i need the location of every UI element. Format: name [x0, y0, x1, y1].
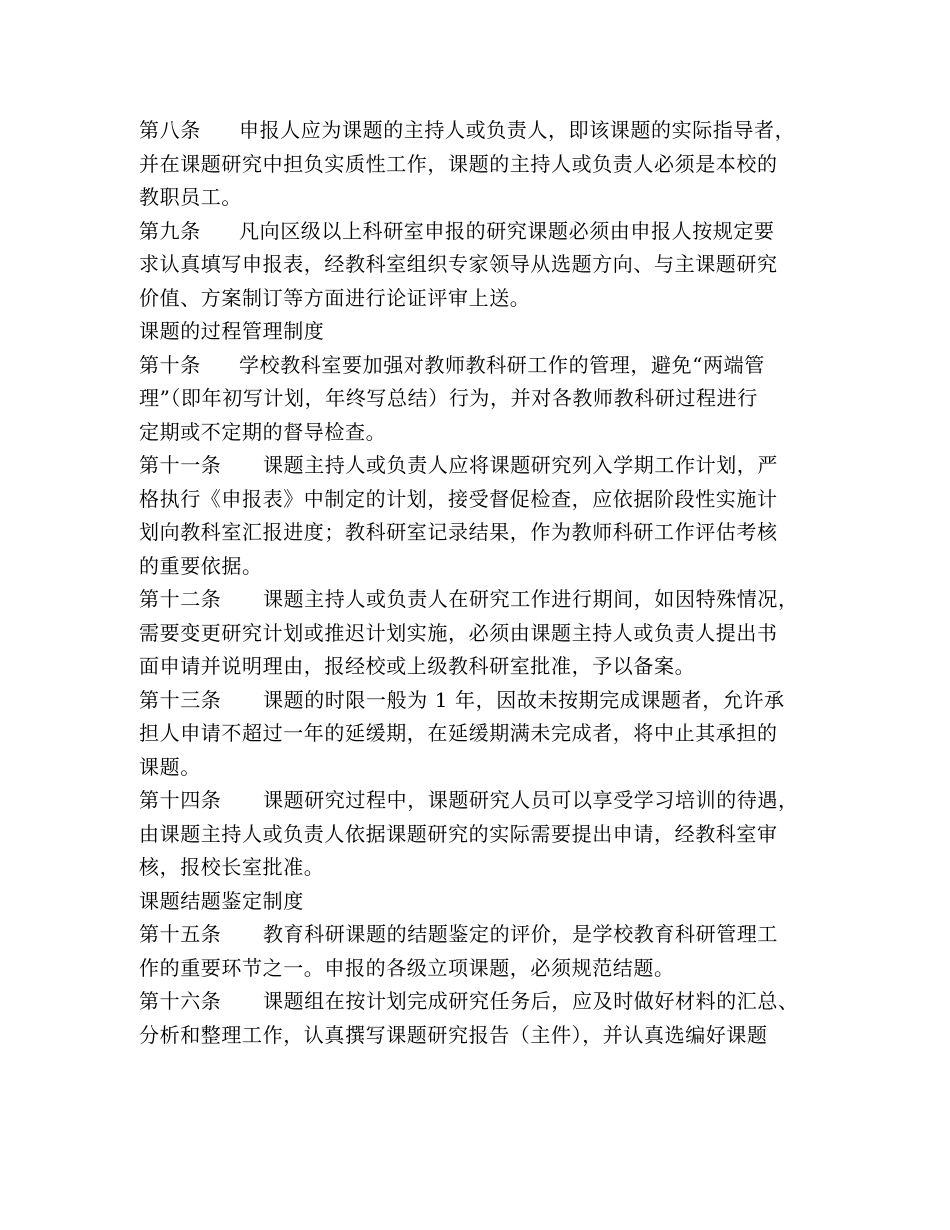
paragraph-line: 划向教科室汇报进度；教科研室记录结果，作为教师科研工作评估考核: [139, 520, 778, 544]
paragraph-line: 由课题主持人或负责人依据课题研究的实际需要提出申请，经教科室审: [139, 821, 778, 846]
paragraph-line: 作的重要环节之一。申报的各级立项课题，必须规范结题。: [139, 955, 675, 980]
article-paragraph: [139, 583, 825, 684]
article-number: 第十二条: [139, 587, 222, 611]
article-paragraph: [139, 784, 825, 885]
paragraph-line: 定期或不定期的督导检查。: [139, 419, 387, 444]
article-number: 第十六条: [139, 989, 222, 1013]
paragraph-line: 的重要依据。: [139, 553, 263, 578]
article-number: 第八条: [139, 118, 201, 142]
section-heading: 课题的过程管理制度: [139, 319, 325, 343]
paragraph-line: 课题研究过程中，课题研究人员可以享受学习培训的待遇，: [263, 788, 799, 812]
article-number: 第十五条: [139, 922, 222, 946]
paragraph-line: 教育科研课题的结题鉴定的评价，是学校教育科研管理工: [263, 922, 778, 946]
article-number: 第十三条: [139, 687, 222, 712]
paragraph-line: 核，报校长室批准。: [139, 855, 325, 879]
paragraph-line: 分析和整理工作，认真撰写课题研究报告（主件），并认真选编好课题: [139, 1022, 768, 1047]
article-number: 第十条: [139, 352, 201, 377]
article-paragraph: [139, 985, 825, 1052]
paragraph-line: 面申请并说明理由，报经校或上级教科研室批准，予以备案。: [139, 654, 696, 678]
paragraph-line: 教职员工。: [139, 185, 242, 209]
paragraph-line: 格执行《申报表》中制定的计划，接受督促检查，应依据阶段性实施计: [139, 486, 778, 511]
article-number: 第九条: [139, 218, 201, 243]
article-paragraph: [139, 684, 825, 785]
paragraph-line: 担人申请不超过一年的延缓期，在延缓期满未完成者，将中止其承担的: [139, 721, 778, 745]
paragraph-line: 课题主持人或负责人应将课题研究列入学期工作计划，严: [263, 453, 778, 477]
paragraph-line: 申报人应为课题的主持人或负责人，即该课题的实际指导者，: [239, 118, 796, 142]
document-body: [139, 114, 825, 1052]
paragraph-line: 凡向区级以上科研室申报的研究课题必须由申报人按规定要: [239, 218, 775, 243]
paragraph-line: 课题组在按计划完成研究任务后，应及时做好材料的汇总、: [263, 989, 799, 1013]
paragraph-line: 课题的时限一般为 1 年，因故未按期完成课题者，允许承: [263, 687, 785, 712]
article-number: 第十四条: [139, 788, 222, 812]
article-paragraph: [139, 918, 825, 985]
article-number: 第十一条: [139, 453, 222, 477]
paragraph-line: 课题。: [139, 754, 201, 779]
paragraph-line: 价值、方案制订等方面进行论证评审上送。: [139, 285, 531, 310]
section-heading: 课题结题鉴定制度: [139, 888, 304, 913]
article-paragraph: [139, 449, 825, 583]
article-paragraph: [139, 215, 825, 316]
paragraph-line: 需要变更研究计划或推迟计划实施，必须由课题主持人或负责人提出书: [139, 620, 778, 645]
article-paragraph: [139, 114, 825, 215]
paragraph-line: 学校教科室要加强对教师教科研工作的管理，避免“两端管: [239, 352, 765, 377]
paragraph-line: 并在课题研究中担负实质性工作，课题的主持人或负责人必须是本校的: [139, 151, 778, 176]
paragraph-line: 理”（即年初写计划，年终写总结）行为，并对各教师教科研过程进行: [139, 386, 758, 410]
paragraph-line: 课题主持人或负责人在研究工作进行期间，如因特殊情况，: [263, 587, 799, 611]
paragraph-line: 求认真填写申报表，经教科室组织专家领导从选题方向、与主课题研究: [139, 252, 778, 276]
article-paragraph: [139, 349, 825, 450]
